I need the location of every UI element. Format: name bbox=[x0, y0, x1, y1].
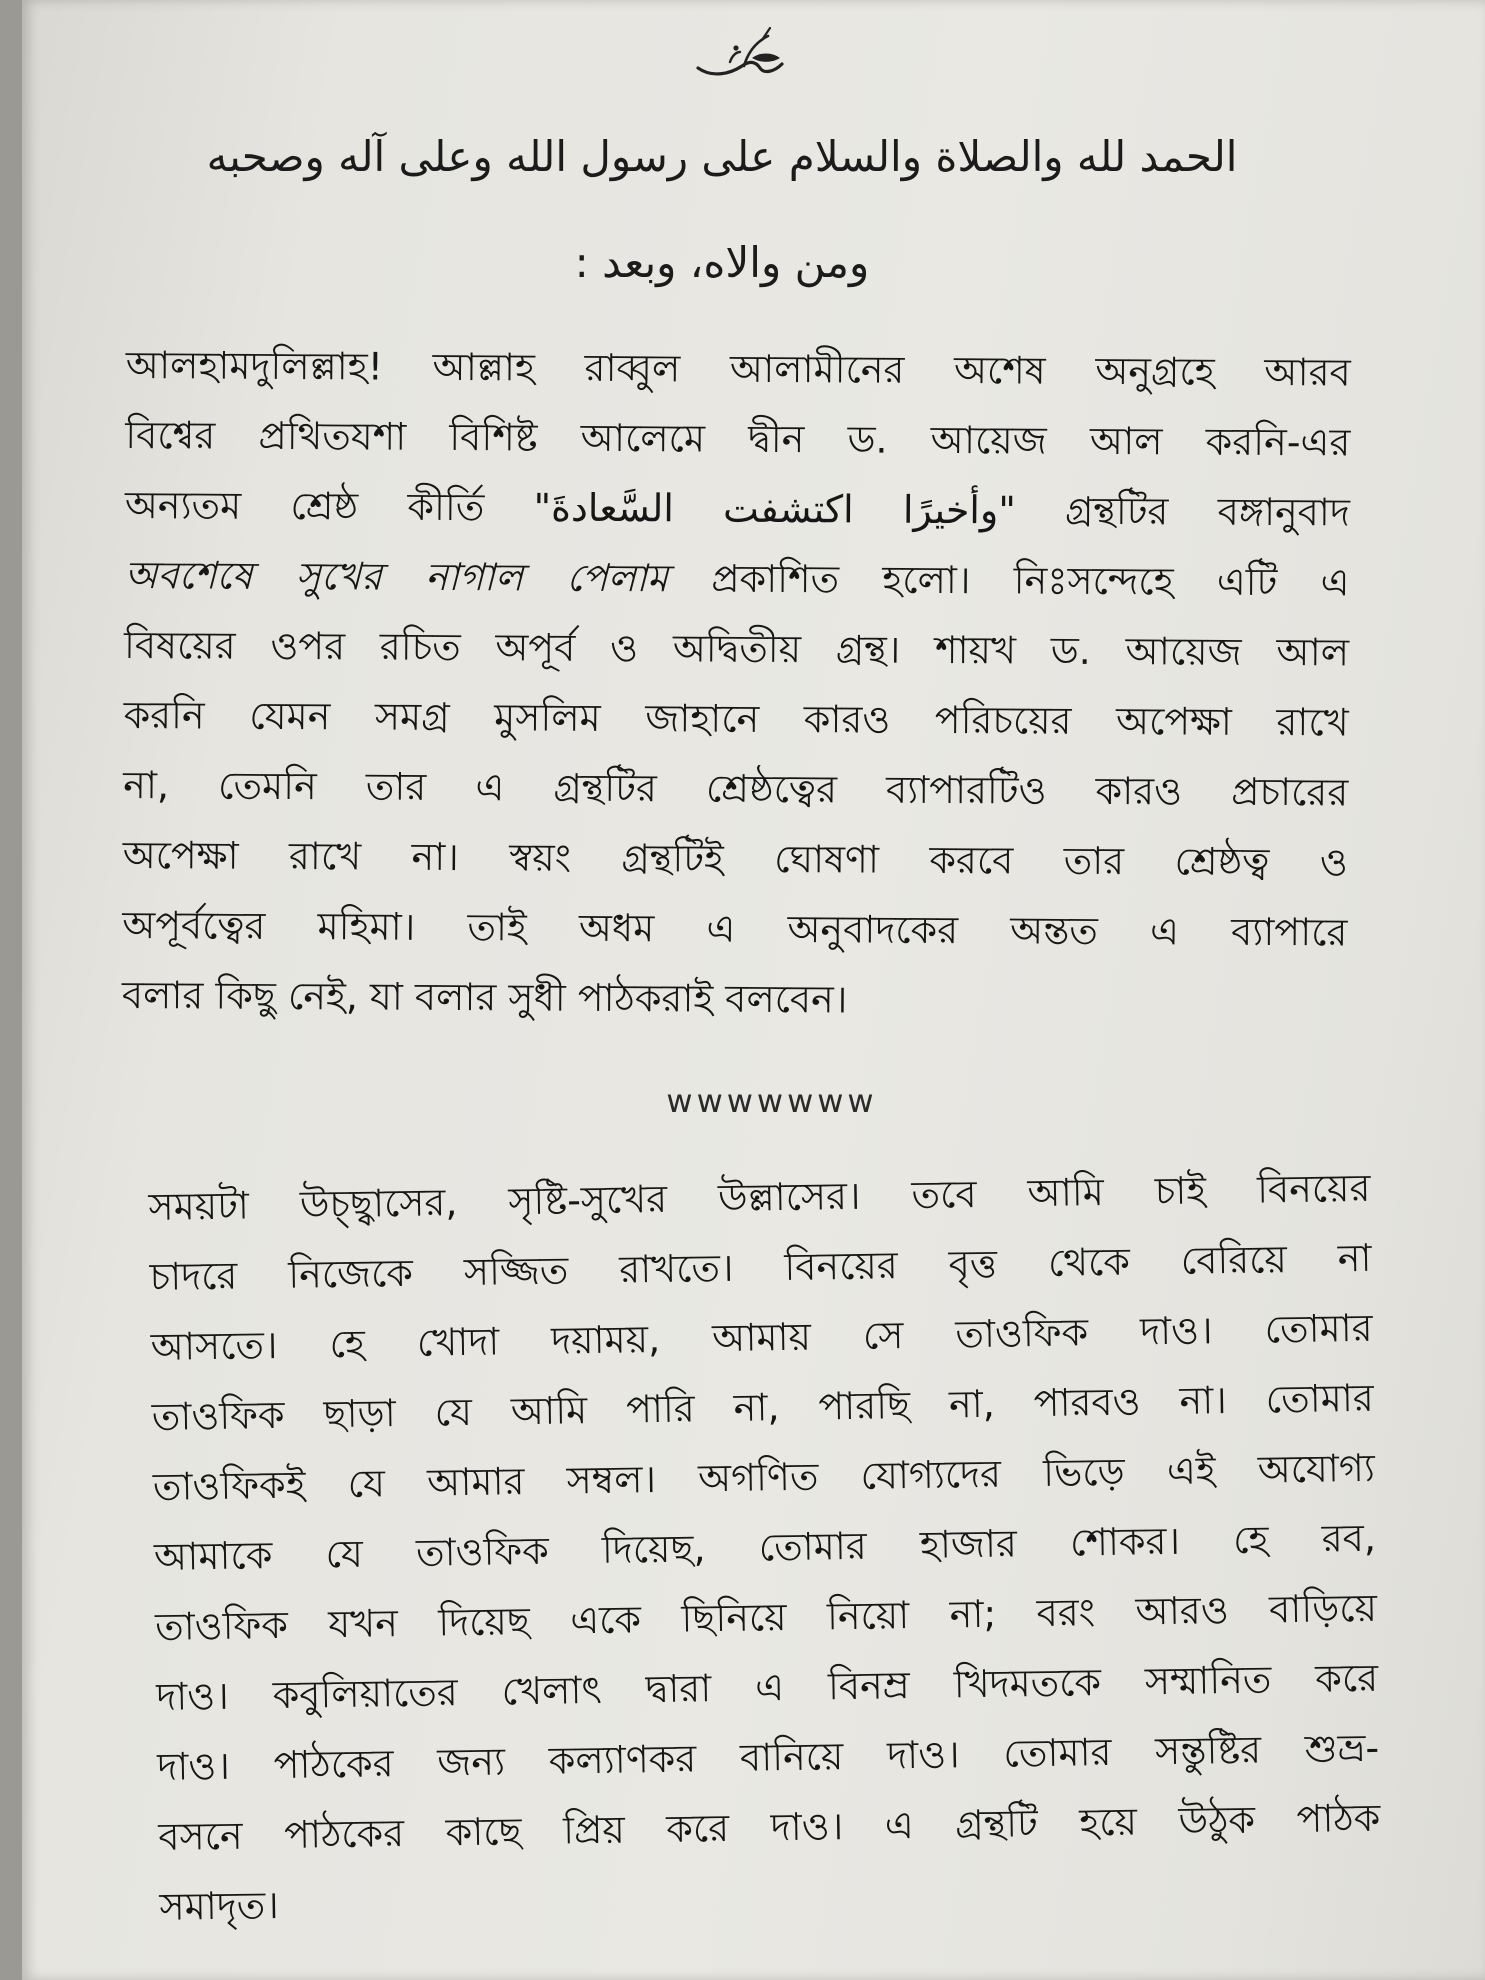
text-line: দাও। পাঠকের জন্য কল্যাণকর বানিয়ে দাও। তোমার সন্তুষ্টির শুভ্র- bbox=[157, 1725, 1380, 1789]
text-line: আমাকে যে তাওফিক দিয়েছ, তোমার হাজার শোকর। হে রব, bbox=[153, 1515, 1377, 1579]
calligraphic-flourish-icon bbox=[690, 22, 790, 84]
text-line: বিষয়ের ওপর রচিত অপূর্ব ও অদ্বিতীয় গ্রন্থ। শায়খ ড. আয়েজ আল bbox=[123, 622, 1350, 675]
arabic-praise-line-2: ومن والاه، وبعد : bbox=[574, 238, 870, 287]
text-fragment: গ্রন্থটির বঙ্গানুবাদ bbox=[1064, 488, 1350, 535]
text-line: বিশ্বের প্রথিতযশা বিশিষ্ট আলেমে দ্বীন ড. আয়েজ আল করনি-এর bbox=[125, 412, 1351, 465]
paragraph-introduction bbox=[122, 330, 1351, 1037]
text-line: না, তেমনি তার এ গ্রন্থটির শ্রেষ্ঠত্বের ব্যাপারটিও কারও প্রচারের bbox=[123, 762, 1349, 815]
arabic-praise-line-1: الحمد لله والصلاة والسلام على رسول الله وعلى آله وصحبه bbox=[206, 132, 1238, 181]
text-line: অপূর্বত্বের মহিমা। তাই অধম এ অনুবাদকের অন্তত এ ব্যাপারে bbox=[122, 902, 1348, 955]
text-line: আসতে। হে খোদা দয়াময়, আমায় সে তাওফিক দাও। তোমার bbox=[150, 1305, 1373, 1369]
text-line bbox=[124, 540, 1349, 617]
bangla-book-title: অবশেষে সুখের নাগাল পেলাম bbox=[124, 552, 669, 601]
text-line: চাদরে নিজেকে সজ্জিত রাখতে। বিনয়ের বৃত্ত থেকে বেরিয়ে না bbox=[149, 1235, 1372, 1299]
text-line: তাওফিক ছাড়া যে আমি পারি না, পারছি না, পারবও না। তোমার bbox=[151, 1375, 1375, 1439]
text-fragment: অন্যতম শ্রেষ্ঠ কীর্তি bbox=[124, 482, 485, 530]
text-line: তাওফিকই যে আমার সম্বল। অগণিত যোগ্যদের ভিড়ে এই অযোগ্য bbox=[152, 1445, 1376, 1509]
text-line: অপেক্ষা রাখে না। স্বয়ং গ্রন্থটিই ঘোষণা করবে তার শ্রেষ্ঠত্ব ও bbox=[122, 832, 1348, 885]
paragraph-prayer bbox=[148, 1153, 1382, 1942]
text-line: দাও। কবুলিয়াতের খেলাৎ দ্বারা এ বিনম্র খিদমতকে সম্মানিত করে bbox=[155, 1655, 1379, 1719]
text-line: তাওফিক যখন দিয়েছ একে ছিনিয়ে নিয়ো না; বরং আরও বাড়িয়ে bbox=[154, 1585, 1378, 1649]
text-line: বসনে পাঠকের কাছে প্রিয় করে দাও। এ গ্রন্থটি হয়ে উঠুক পাঠক bbox=[158, 1795, 1381, 1859]
text-line: সময়টা উচ্ছ্বাসের, সৃষ্টি-সুখের উল্লাসের। তবে আমি চাই বিনয়ের bbox=[148, 1165, 1371, 1229]
book-page bbox=[22, 0, 1485, 1980]
text-fragment: প্রকাশিত হলো। নিঃসন্দেহে এটি এ bbox=[711, 556, 1350, 605]
text-line: বলার কিছু নেই, যা বলার সুধী পাঠকরাই বলবেন। bbox=[121, 972, 848, 1022]
arabic-book-title: "وأخيرًا اكتشفت السَّعادةَ" bbox=[533, 485, 1016, 533]
text-line bbox=[125, 470, 1350, 547]
text-line: সমাদৃত। bbox=[159, 1883, 280, 1929]
section-divider: wwwwwww bbox=[666, 1082, 878, 1120]
text-line: করনি যেমন সমগ্র মুসলিম জাহানে কারও পরিচয়ের অপেক্ষা রাখে bbox=[123, 692, 1349, 745]
text-line: আলহামদুলিল্লাহ! আল্লাহ রাব্বুল আলামীনের অশেষ অনুগ্রহে আরব bbox=[125, 342, 1351, 395]
